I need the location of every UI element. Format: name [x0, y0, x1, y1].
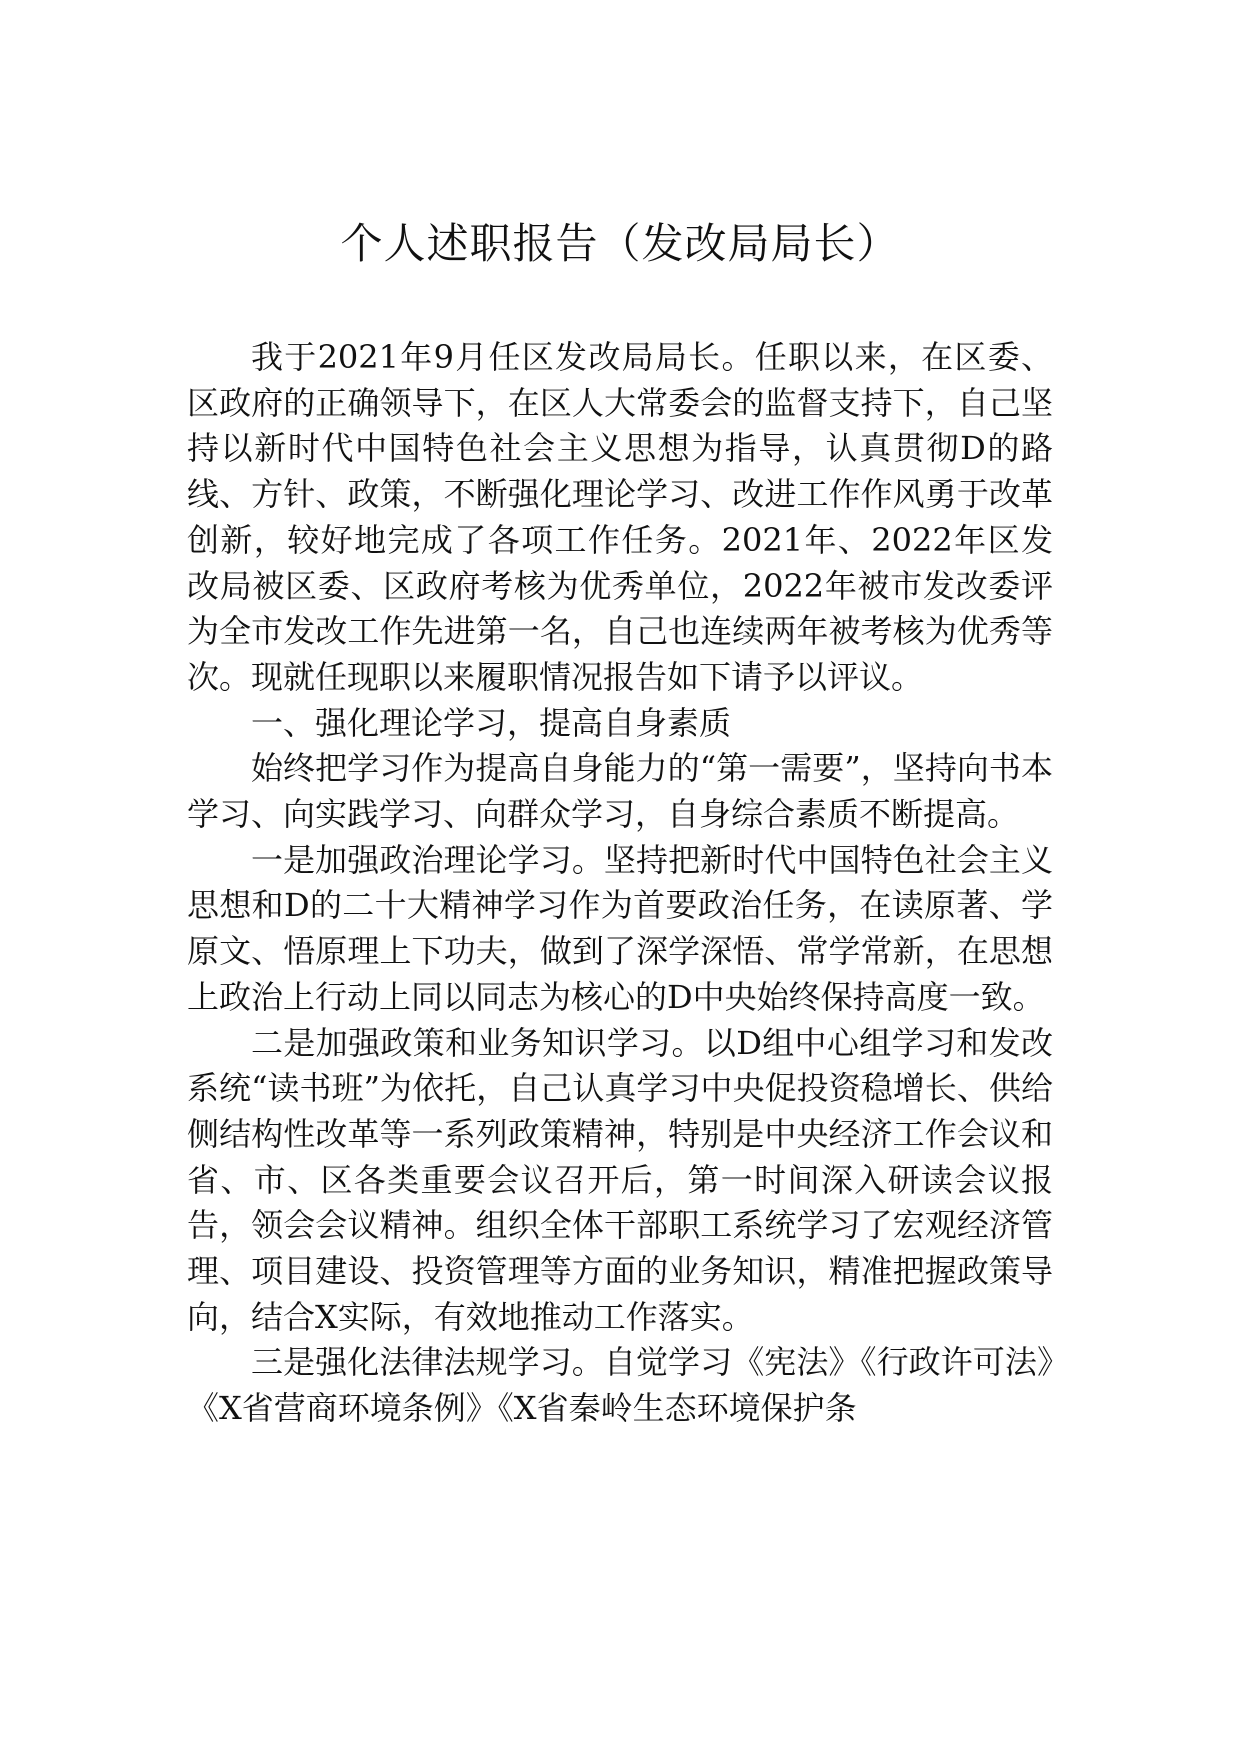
paragraph-political-theory: 一是加强政治理论学习。坚持把新时代中国特色社会主义思想和D的二十大精神学习作为首要政治任务，在读原著、学原文、悟原理上下功夫，做到了深学深悟、常学常新，在思想上政治上行动上同以同志为核心的D中央始终保持高度一致。 [187, 840, 1053, 1016]
paragraph-laws-regulations: 三是强化法律法规学习。自觉学习《宪法》《行政许可法》《X省营商环境条例》《X省秦岭生态环境保护条 [187, 1343, 1053, 1428]
paragraph-policy-knowledge: 二是加强政策和业务知识学习。以D组中心组学习和发改系统“读书班”为依托，自己认真学习中央促投资稳增长、供给侧结构性改革等一系列政策精神，特别是中央经济工作会议和省、市、区各类重要会议召开后，第一时间深入研读会议报告，领会会议精神。组织全体干部职工系统学习了宏观经济管理、项目建设、投资管理等方面的业务知识，精准把握政策导向，结合X实际，有效地推动工作落实。 [187, 1023, 1053, 1336]
paragraph-section-1-summary: 始终把学习作为提高自身能力的“第一需要”，坚持向书本学习、向实践学习、向群众学习，自身综合素质不断提高。 [187, 749, 1053, 834]
document-body [187, 335, 1053, 1432]
section-heading-1: 一、强化理论学习，提高自身素质 [251, 703, 732, 742]
document-title: 个人述职报告（发改局局长） [340, 219, 900, 268]
paragraph-intro: 我于2021年9月任区发改局局长。任职以来，在区委、区政府的正确领导下，在区人大常委会的监督支持下，自己坚持以新时代中国特色社会主义思想为指导，认真贯彻D的路线、方针、政策，不断强化理论学习、改进工作作风勇于改革创新，较好地完成了各项工作任务。2021年、2022年区发改局被区委、区政府考核为优秀单位，2022年被市发改委评为全市发改工作先进第一名，自己也连续两年被考核为优秀等次。现就任现职以来履职情况报告如下请予以评议。 [187, 338, 1053, 696]
